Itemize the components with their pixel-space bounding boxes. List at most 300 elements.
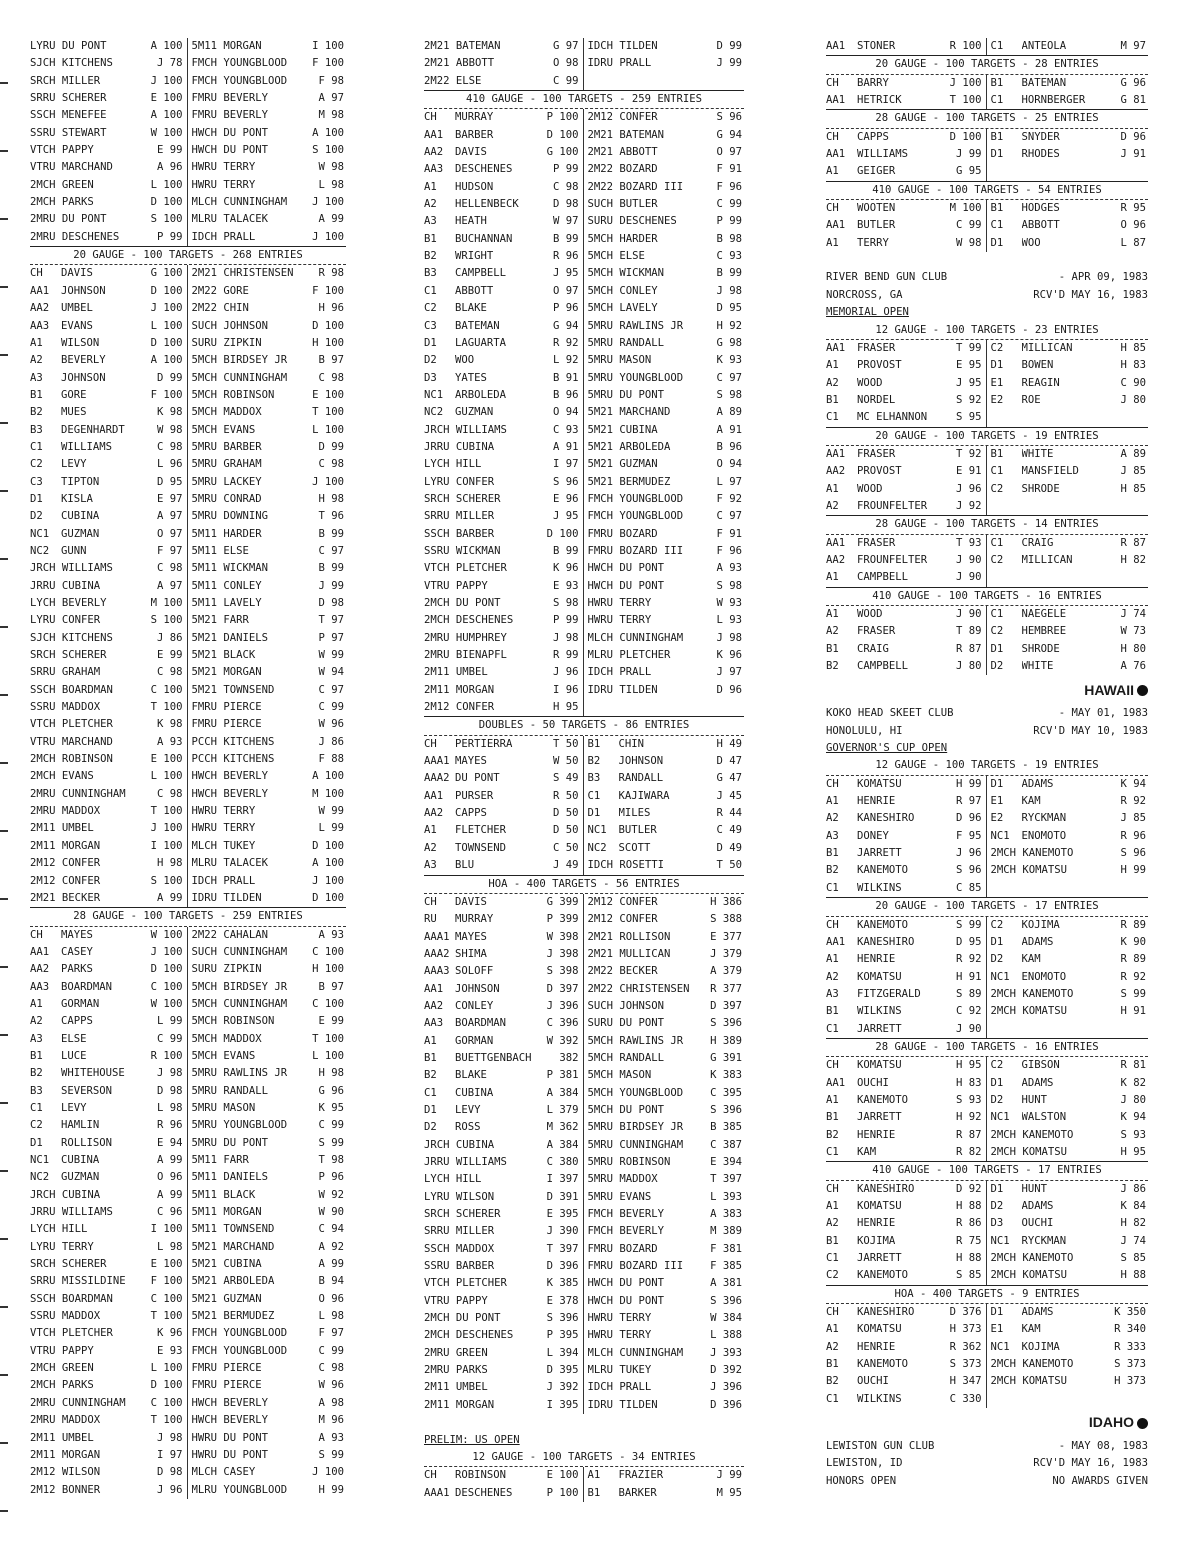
entry (583, 179, 745, 196)
entry (187, 944, 347, 961)
shooter-name: CUBINA (61, 1154, 100, 1166)
score: L 100 (150, 1362, 183, 1375)
class-code: A2 (826, 376, 839, 389)
shooter-name: FMRU PIERCE (191, 1362, 262, 1375)
shooter-name: 5M21 BERMUDEZ (191, 1310, 275, 1323)
entry (30, 73, 185, 90)
shooter-name: WRIGHT (455, 250, 494, 263)
shooter-name: BOARDMAN (61, 980, 113, 993)
entry (424, 1223, 581, 1240)
result-row (424, 911, 744, 928)
score: E 96 (552, 492, 579, 505)
shooter-name: JRRU WILLIAMS (30, 1206, 113, 1219)
entry (583, 595, 745, 612)
shooter-name: KANESHIRO (857, 812, 915, 825)
class-code: CH (826, 1182, 839, 1195)
score: B 385 (710, 1121, 742, 1134)
class-code: A3 (30, 1032, 43, 1045)
entry (424, 647, 581, 664)
margin-tick (0, 1102, 8, 1104)
class-code: B1 (587, 737, 601, 750)
class-code: B1 (30, 388, 43, 401)
result-row (826, 1057, 1148, 1074)
result-row (30, 1377, 346, 1394)
shooter-name: SUCH JOHNSON (587, 999, 665, 1012)
club-info (826, 269, 1148, 286)
shooter-name: KAM (1021, 953, 1041, 966)
entry (583, 161, 745, 178)
class-code: D2 (30, 510, 43, 523)
result-row (30, 1482, 346, 1499)
result-row (30, 682, 346, 699)
class-code: D2 (990, 953, 1004, 966)
shooter-name: SRCH MILLER (30, 74, 101, 87)
entry (986, 969, 1149, 986)
score: L 97 (716, 475, 742, 488)
class-code: CH (826, 777, 839, 790)
class-code: A1 (826, 482, 839, 495)
score: R 92 (1120, 795, 1146, 808)
class-code: B2 (30, 1067, 43, 1080)
score: C 97 (318, 544, 344, 557)
result-row (424, 1293, 744, 1310)
entry (30, 283, 185, 300)
score: A 384 (546, 1086, 579, 1099)
shooter-name: SNYDER (1021, 130, 1060, 143)
score: W 398 (546, 930, 579, 943)
shooter-name: 2M11 MORGAN (30, 839, 101, 852)
score: J 100 (949, 76, 982, 89)
score: T 100 (949, 94, 982, 107)
event-header: DOUBLES - 50 TARGETS - 86 ENTRIES (424, 717, 744, 735)
score: H 82 (1120, 553, 1146, 566)
entry (583, 1362, 745, 1379)
score: J 379 (710, 947, 742, 960)
shooter-name: 2M12 WILSON (30, 1466, 101, 1479)
shooter-name: BLAKE (455, 1069, 487, 1082)
score: J 86 (318, 735, 344, 748)
entry (30, 491, 185, 508)
entry (187, 456, 347, 473)
result-row (826, 776, 1148, 793)
entry (30, 1273, 185, 1290)
shooter-name: WHITE (1021, 660, 1054, 673)
shooter-name: SSRU BARBER (424, 1260, 495, 1273)
class-code: AA1 (30, 284, 50, 297)
shooter-name: 2MRU PARKS (424, 1364, 488, 1377)
entry (583, 1206, 745, 1223)
shooter-name: 5MRU CONRAD (191, 492, 262, 505)
result-row (826, 129, 1148, 146)
club-info-right: NO AWARDS GIVEN (1052, 1474, 1148, 1487)
entry (986, 1233, 1149, 1250)
score: B 91 (552, 371, 579, 384)
class-code: B1 (424, 1051, 437, 1064)
class-code: B1 (990, 202, 1004, 215)
result-row (826, 1198, 1148, 1215)
result-row (424, 753, 744, 770)
score: E 100 (312, 388, 344, 401)
shooter-name: KANEMOTO (857, 1358, 909, 1371)
score: J 95 (955, 376, 982, 389)
score: R 89 (1120, 918, 1146, 931)
score: L 96 (156, 458, 183, 471)
result-row (30, 194, 346, 211)
score: I 97 (552, 458, 579, 471)
entry (30, 1048, 185, 1065)
shooter-name: MURRAY (455, 111, 494, 124)
shooter-name: SHRODE (1021, 642, 1060, 655)
entry (583, 1327, 745, 1344)
result-row (826, 75, 1148, 92)
shooter-name: SSRU MADDOX (30, 1310, 101, 1323)
score: D 396 (546, 1260, 579, 1273)
score: M 100 (949, 202, 982, 215)
entry (424, 1154, 581, 1171)
score: I 100 (150, 1223, 183, 1236)
shooter-name: BOARDMAN (455, 1017, 507, 1030)
score: C 94 (318, 1223, 344, 1236)
entry (424, 543, 581, 560)
score: C 97 (716, 510, 742, 523)
club-info-right: RCV'D MAY 10, 1983 (1033, 724, 1148, 737)
entry (424, 370, 581, 387)
result-row (826, 1373, 1148, 1390)
shooter-name: GORMAN (455, 1034, 494, 1047)
entry (30, 578, 185, 595)
score: J 85 (1120, 465, 1146, 478)
score: I 397 (546, 1173, 579, 1186)
shooter-name: 5MRU MASON (587, 354, 652, 367)
score: R 92 (1120, 970, 1146, 983)
entry (30, 647, 185, 664)
shooter-name: 2MCH KOMATSU (990, 1269, 1068, 1282)
entry (187, 73, 347, 90)
entry (424, 699, 581, 716)
entry (583, 1102, 745, 1119)
score: S 89 (955, 987, 982, 1000)
result-row (30, 1291, 346, 1308)
score: J 78 (156, 57, 183, 70)
entry (30, 734, 185, 751)
entry (30, 890, 185, 907)
shoot-title (424, 1432, 744, 1449)
entry (826, 1339, 984, 1356)
result-row (30, 961, 346, 978)
entry (424, 474, 581, 491)
result-row (424, 1241, 744, 1258)
class-code: B1 (826, 1234, 839, 1247)
shooter-name: 2MCH ROBINSON (30, 753, 113, 766)
class-code: A1 (424, 180, 437, 193)
shooter-name: WILSON (61, 336, 100, 349)
entry (30, 229, 185, 246)
result-row (30, 1117, 346, 1134)
score: T 50 (552, 737, 579, 750)
shooter-name: ROSS (455, 1121, 481, 1134)
shooter-name: JRCH WILLIAMS (30, 562, 113, 575)
result-row (826, 606, 1148, 623)
shooter-name: SCOTT (618, 841, 651, 854)
entry (424, 805, 581, 822)
score: L 98 (318, 178, 344, 191)
shooter-name: 2MCH KOMATSU (990, 1145, 1068, 1158)
shooter-name: WHITE (1021, 447, 1054, 460)
class-code: B1 (990, 76, 1004, 89)
entry (986, 1391, 1149, 1408)
shooter-name: LYRU TERRY (30, 1240, 94, 1253)
score: R 340 (1114, 1323, 1146, 1336)
class-code: C2 (826, 1269, 839, 1282)
shooter-name: DAVIS (455, 146, 487, 159)
result-row (30, 229, 346, 247)
score: G 100 (150, 267, 183, 280)
class-code: A1 (826, 359, 839, 372)
score: S 98 (716, 388, 742, 401)
score: T 100 (150, 1414, 183, 1427)
result-row (30, 1447, 346, 1464)
score: B 98 (716, 232, 742, 245)
shooter-name: 5M11 FARR (191, 1154, 249, 1166)
score: D 100 (312, 319, 344, 332)
result-row (826, 235, 1148, 252)
shooter-name: KANEMOTO (857, 918, 909, 931)
entry (826, 917, 984, 934)
shooter-name: 5MCH WICKMAN (587, 267, 665, 280)
entry (30, 838, 185, 855)
margin-tick (0, 626, 8, 628)
shooter-name: 2M12 BONNER (30, 1483, 101, 1496)
score: F 100 (312, 284, 344, 297)
score: E 91 (955, 465, 982, 478)
shooter-name: 5MCH CONLEY (587, 284, 658, 297)
entry (826, 951, 984, 968)
score: A 98 (318, 1396, 344, 1409)
shooter-name: BUETTGENBACH (455, 1051, 532, 1064)
shooter-name: SRRU MISSILDINE (30, 1275, 126, 1288)
class-code: A1 (587, 1469, 601, 1482)
shooter-name: 2M21 ABBOTT (424, 57, 495, 70)
entry (30, 1100, 185, 1117)
score: H 85 (1120, 341, 1146, 354)
score: L 100 (312, 423, 344, 436)
shooter-name: ROBINSON (455, 1469, 507, 1482)
club-info-left: KOKO HEAD SKEET CLUB (826, 707, 954, 720)
entry (826, 880, 984, 897)
result-row (826, 481, 1148, 498)
shooter-name: VTRU PAPPY (424, 579, 488, 592)
entry (826, 129, 984, 146)
margin-tick (0, 1306, 8, 1308)
shooter-name: LEVY (61, 1101, 87, 1114)
result-row (826, 880, 1148, 898)
class-code: B2 (30, 406, 43, 419)
class-code: CH (424, 1469, 437, 1482)
class-code: D1 (990, 935, 1004, 948)
entry (986, 235, 1149, 252)
entry (30, 1117, 185, 1134)
result-row (424, 55, 744, 72)
club-info (826, 1455, 1148, 1472)
entry (583, 1189, 745, 1206)
shooter-name: 2MRU MADDOX (30, 1414, 101, 1427)
shooter-name: SSCH BOARDMAN (30, 683, 113, 696)
entry (30, 422, 185, 439)
entry (826, 1391, 984, 1408)
class-code: A1 (826, 1200, 839, 1212)
event-header: HOA - 400 TARGETS - 9 ENTRIES (826, 1286, 1148, 1304)
shooter-name: SRRU MILLER (424, 510, 495, 523)
entry (187, 751, 347, 768)
result-row (826, 810, 1148, 827)
score: A 100 (150, 354, 183, 367)
shooter-name: OUCHI (1021, 1217, 1054, 1230)
entry (826, 1181, 984, 1198)
shooter-name: FRASER (857, 447, 896, 460)
score: D 100 (546, 527, 579, 540)
entry (30, 265, 185, 282)
score: F 97 (156, 544, 183, 557)
entry (424, 981, 581, 998)
shooter-name: 5MCH YOUNGBLOOD (587, 1086, 684, 1099)
shooter-name: 5M21 MORGAN (191, 666, 262, 679)
shooter-name: WOOD (857, 608, 883, 620)
entry (187, 1117, 347, 1134)
entry (583, 283, 745, 300)
class-code: D1 (990, 777, 1004, 790)
class-code: AA2 (424, 999, 444, 1012)
entry (986, 1092, 1149, 1109)
score: H 347 (949, 1375, 982, 1388)
shooter-name: VTRU MARCHAND (30, 161, 113, 174)
entry (30, 560, 185, 577)
shooter-name: SURU ZIPKIN (191, 963, 262, 976)
shooter-name: KISLA (61, 492, 93, 505)
class-code: E1 (990, 795, 1004, 808)
score: A 91 (716, 423, 742, 436)
entry (986, 357, 1149, 374)
entry (583, 840, 745, 857)
result-row (30, 55, 346, 72)
class-code: B1 (424, 232, 437, 245)
result-row (826, 1391, 1148, 1408)
entry (986, 481, 1149, 498)
entry (583, 664, 745, 681)
shooter-name: 2MCH KANEMOTO (990, 987, 1074, 1000)
score: J 74 (1120, 1234, 1146, 1247)
result-row (30, 699, 346, 716)
score: H 49 (716, 737, 742, 750)
score: C 96 (156, 1206, 183, 1219)
entry (826, 217, 984, 234)
entry (424, 38, 581, 55)
score: C 99 (156, 1032, 183, 1045)
entry (30, 595, 185, 612)
class-code: NC1 (30, 1154, 50, 1166)
shooter-name: 5MCH RAWLINS JR (587, 1034, 684, 1047)
score: R 98 (318, 267, 344, 280)
shooter-name: SJCH KITCHENS (30, 57, 113, 70)
result-row (30, 716, 346, 733)
score: O 96 (156, 1171, 183, 1184)
entry (583, 946, 745, 963)
shooter-name: SSCH MENEFEE (30, 109, 107, 122)
score: S 396 (710, 1103, 742, 1116)
entry (187, 1013, 347, 1030)
score: E 93 (552, 579, 579, 592)
class-code: B3 (587, 772, 601, 785)
score: R 92 (552, 336, 579, 349)
shooter-name: 5MCH MADDOX (191, 406, 262, 419)
result-row (826, 1215, 1148, 1232)
score: A 379 (710, 965, 742, 978)
class-code: C1 (826, 1252, 839, 1265)
result-row (424, 265, 744, 282)
score: L 388 (710, 1329, 742, 1342)
shooter-name: 5M11 TOWNSEND (191, 1223, 275, 1236)
entry (424, 526, 581, 543)
class-code: AA3 (424, 163, 444, 176)
class-code: CH (424, 895, 437, 908)
margin-tick (0, 286, 8, 288)
entry (826, 934, 984, 951)
shooter-name: ADAMS (1021, 1306, 1054, 1319)
entry (30, 961, 185, 978)
entry (986, 92, 1149, 109)
score: C 90 (1120, 376, 1146, 389)
shooter-name: PARKS (61, 963, 93, 976)
result-row (30, 1412, 346, 1429)
shooter-name: FROUNFELTER (857, 553, 928, 566)
score: M 97 (1120, 40, 1146, 52)
shooter-name: CRAIG (1021, 536, 1054, 549)
score: J 99 (318, 579, 344, 592)
entry (424, 335, 581, 352)
result-row (826, 1021, 1148, 1039)
shooter-name: FMRU BOZARD (587, 1242, 658, 1255)
score: A 91 (552, 440, 579, 453)
result-row (424, 161, 744, 178)
entry (424, 1189, 581, 1206)
entry (583, 1223, 745, 1240)
entry (986, 146, 1149, 163)
entry (187, 404, 347, 421)
score: R 87 (955, 1128, 982, 1141)
class-code: D1 (990, 1306, 1004, 1319)
entry (187, 491, 347, 508)
score: C 99 (716, 198, 742, 211)
score: C 380 (546, 1156, 579, 1168)
entry (583, 404, 745, 421)
score: J 86 (1120, 1182, 1146, 1195)
entry (583, 1379, 745, 1396)
class-code: C2 (990, 482, 1004, 495)
class-code: A1 (30, 997, 43, 1010)
score: E 99 (156, 649, 183, 662)
result-row (30, 890, 346, 908)
class-code: B2 (424, 1069, 437, 1082)
shooter-name: HWRU TERRY (587, 1329, 652, 1342)
score: C 99 (318, 1344, 344, 1357)
score: O 94 (716, 458, 742, 471)
class-code: C1 (587, 789, 601, 802)
shooter-name: HWCH BEVERLY (191, 1396, 269, 1409)
entry (424, 1050, 581, 1067)
score: H 389 (710, 1034, 742, 1047)
entry (424, 1119, 581, 1136)
shooter-name: 2M11 MORGAN (30, 1448, 101, 1461)
entry (986, 375, 1149, 392)
